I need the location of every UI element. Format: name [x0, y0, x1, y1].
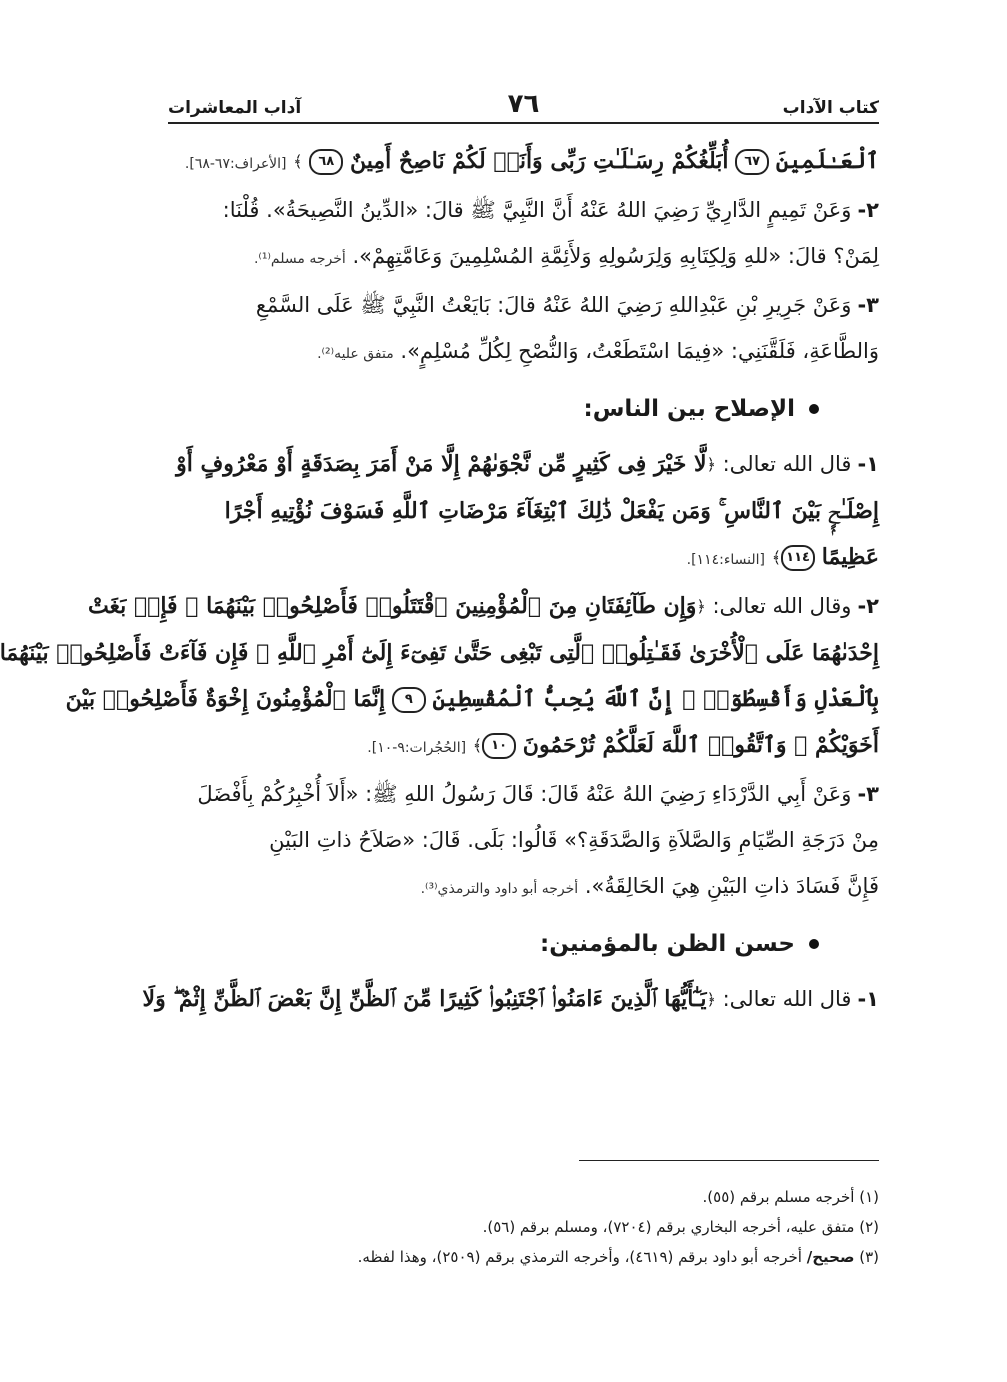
hadith-2: ٢-وَعَنْ تَمِيمٍ الدَّارِيِّ رَضِيَ اللهُ عَنْهُ أَنَّ النَّبِيَّ ﷺ قالَ: «الدِّينُ النَّصِيحَةُ». قُلْنَا: لِمَنْ؟ قالَ: «للهِ وَلِكِتَابِهِ وَلِرَسُولِهِ وَلأَئِمَّةِ المُسْلِمِينَ وَعَامَّتِهِمْ». أخرجه مسلم⁽¹⁾. — [222, 198, 879, 268]
verse-citation: [الحُجُرات:٩-١٠]. — [367, 740, 467, 756]
footnote-divider — [579, 1160, 879, 1161]
hadith-3: ٣-وَعَنْ جَرِيرِ بْنِ عَبْدِاللهِ رَضِيَ اللهُ عَنْهُ قالَ: بَايَعْتُ النَّبِيَّ ﷺ عَلَى السَّمْعِ وَالطَّاعَةِ، فَلَقَّنَنِي: «فِيمَا اسْتَطَعْتُ، وَالنُّصْحِ لِكُلِّ مُسْلِمٍ». متفق عليه⁽²⁾. — [255, 293, 879, 363]
verse-continuation: ٱلْعَـٰلَمِينَ ٦٧ أُبَلِّغُكُمْ رِسَـٰلَـٰتِ رَبِّى وَأَنَا۠ لَكُمْ نَاصِحٌ أَمِينٌ ٦٨ ﴾ [الأعراف:٦٧-٦٨]. — [168, 138, 879, 187]
verse-nisa: ١-قال الله تعالى: ﴿لَّا خَيْرَ فِى كَثِيرٍ مِّن نَّجْوَىٰهُمْ إِلَّا مَنْ أَمَرَ بِصَدَقَةٍ أَوْ مَعْرُوفٍ أَوْ إِصْلَـٰحٍۭ بَيْنَ ٱلنَّاسِ ۚ وَمَن يَفْعَلْ ذَٰلِكَ ٱبْتِغَآءَ مَرْضَاتِ ٱللَّهِ فَسَوْفَ نُؤْتِيهِ أَجْرًا عَظِيمًا ١١٤﴾ [النساء:١١٤]. — [168, 441, 879, 583]
verse-number: ١٠ — [482, 733, 516, 759]
quran-bracket-icon: ﴿ — [706, 455, 716, 474]
hadith-abu-darda: ٣-وَعَنْ أَبِي الدَّرْدَاءِ رَضِيَ اللهُ عَنْهُ قَالَ: قَالَ رَسُولُ اللهِ ﷺ: «أَلاَ أُخْبِرُكُمْ بِأَفْضَلَ مِنْ دَرَجَةِ الصِّيَامِ وَالصَّلاَةِ وَالصَّدَقَةِ؟» قَالُوا: بَلَى. قَالَ: «صَلاَحُ ذاتِ البَيْنِ فَإِنَّ فَسَادَ ذاتِ البَيْنِ هِيَ الحَالِقَةُ». أخرجه أبو داود والترمذي⁽³⁾. — [197, 782, 879, 898]
page-body — [0, 138, 879, 1023]
hadith-citation: أخرجه مسلم⁽¹⁾. — [253, 251, 346, 267]
verse-citation: [النساء:١١٤]. — [686, 552, 766, 568]
verse-number: ٦٨ — [309, 149, 343, 175]
footnote-3: (٣) صحيح/ أخرجه أبو داود برقم (٤٦١٩)، وأخرجه الترمذي برقم (٢٥٠٩)، وهذا لفظه. — [357, 1248, 879, 1266]
page-header — [168, 82, 879, 124]
section-heading: الإصلاح بين الناس: — [168, 383, 879, 435]
book-title: كتاب الآداب — [782, 98, 879, 118]
verse-number: ٦٧ — [735, 149, 769, 175]
hadith-citation: متفق عليه⁽²⁾. — [317, 346, 394, 362]
quran-bracket-icon: ﴾ — [472, 736, 483, 755]
hadith-citation: أخرجه أبو داود والترمذي⁽³⁾. — [420, 881, 579, 897]
footnotes — [168, 1182, 879, 1272]
footnote-2: (٢) متفق عليه، أخرجه البخاري برقم (٧٢٠٤)، ومسلم برقم (٥٦). — [482, 1218, 879, 1236]
verse-citation: [الأعراف:٦٧-٦٨]. — [184, 156, 287, 172]
footnote-1: (١) أخرجه مسلم برقم (٥٥). — [702, 1188, 879, 1206]
quran-bracket-icon: ﴿ — [696, 597, 706, 616]
quran-bracket-icon: ﴿ — [706, 990, 716, 1009]
quran-bracket-icon: ﴾ — [771, 548, 782, 567]
verse-hujurat: ٢-وقال الله تعالى: ﴿وَإِن طَآئِفَتَانِ مِنَ ٱلْمُؤْمِنِينَ ٱقْتَتَلُوا۟ فَأَصْلِحُوا۟ بَيْنَهُمَا ۖ فَإِنۢ بَغَتْ إِحْدَىٰهُمَا عَلَى ٱلْأُخْرَىٰ فَقَـٰتِلُوا۟ ٱلَّتِى تَبْغِى حَتَّىٰ تَفِىٓءَ إِلَىٰٓ أَمْرِ ٱللَّهِ ۚ فَإِن فَآءَتْ فَأَصْلِحُوا۟ بَيْنَهُمَا بِٱلْعَدْلِ وَأَقْسِطُوٓا۟ ۖ إِنَّ ٱللَّهَ يُحِبُّ ٱلْمُقْسِطِينَ ٩ إِنَّمَا ٱلْمُؤْمِنُونَ إِخْوَةٌ فَأَصْلِحُوا۟ بَيْنَ أَخَوَيْكُمْ ۚ وَٱتَّقُوا۟ ٱللَّهَ لَعَلَّكُمْ تُرْحَمُونَ ١٠﴾ [الحُجُرات:٩-١٠]. — [168, 583, 879, 771]
verse-number: ٩ — [392, 687, 426, 713]
quran-bracket-icon: ﴾ — [293, 152, 303, 171]
verse-number: ١١٤ — [781, 545, 815, 571]
verse-hujurat-12: ١-قال الله تعالى: ﴿يَـٰٓأَيُّهَا ٱلَّذِينَ ءَامَنُوا۟ ٱجْتَنِبُوا۟ كَثِيرًا مِّنَ ٱلظَّنِّ إِنَّ بَعْضَ ٱلظَّنِّ إِثْمٌ ۖ وَلَا — [168, 976, 879, 1023]
bullet-icon — [809, 404, 819, 414]
section-heading: حسن الظن بالمؤمنين: — [168, 918, 879, 970]
chapter-title: آداب المعاشرات — [168, 98, 302, 118]
page-number: ٧٦ — [507, 89, 540, 119]
bullet-icon — [809, 939, 819, 949]
